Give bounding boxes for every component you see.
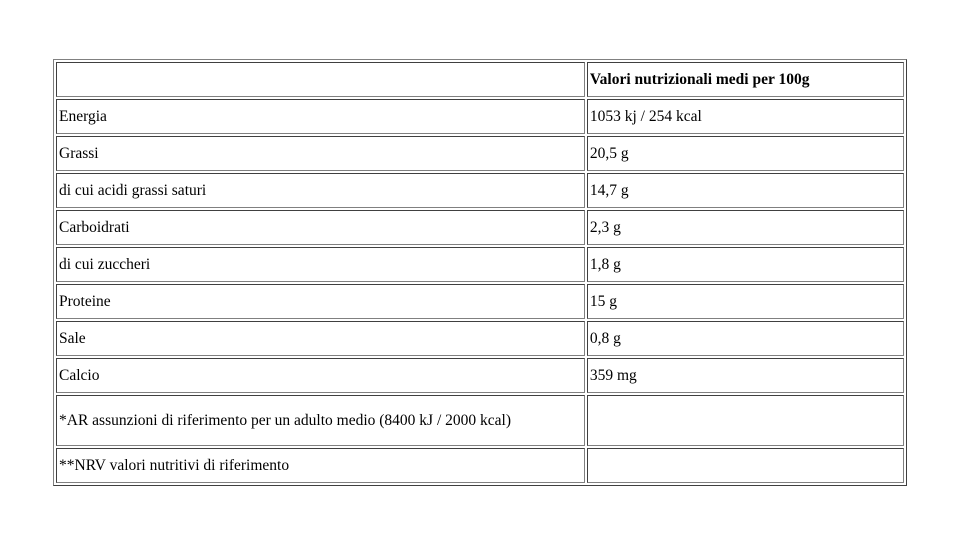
table-row-footnote xyxy=(56,448,904,483)
nutrient-label: Grassi xyxy=(56,136,585,171)
footnote-ar: *AR assunzioni di riferimento per un adulto medio (8400 kJ / 2000 kcal) xyxy=(56,395,585,446)
nutrient-value: 1053 kj / 254 kcal xyxy=(587,99,904,134)
nutrient-value: 2,3 g xyxy=(587,210,904,245)
nutrient-label: Calcio xyxy=(56,358,585,393)
header-value-cell: Valori nutrizionali medi per 100g xyxy=(587,62,904,97)
header-label-cell xyxy=(56,62,585,97)
table-row xyxy=(56,99,904,134)
nutrient-label: Sale xyxy=(56,321,585,356)
table-row xyxy=(56,247,904,282)
table-row xyxy=(56,210,904,245)
table-row xyxy=(56,321,904,356)
footnote-nrv: **NRV valori nutritivi di riferimento xyxy=(56,448,585,483)
table-header-row xyxy=(56,62,904,97)
nutrient-value: 14,7 g xyxy=(587,173,904,208)
table-row xyxy=(56,136,904,171)
nutrient-label: Carboidrati xyxy=(56,210,585,245)
nutrient-value: 20,5 g xyxy=(587,136,904,171)
footnote-ar-value xyxy=(587,395,904,446)
nutrient-value: 15 g xyxy=(587,284,904,319)
nutrient-value: 0,8 g xyxy=(587,321,904,356)
table-row xyxy=(56,358,904,393)
nutrient-label: Energia xyxy=(56,99,585,134)
footnote-nrv-value xyxy=(587,448,904,483)
table-row-footnote xyxy=(56,395,904,446)
nutrient-label: di cui zuccheri xyxy=(56,247,585,282)
table-row xyxy=(56,173,904,208)
table-row xyxy=(56,284,904,319)
nutrient-label: Proteine xyxy=(56,284,585,319)
nutrient-value: 359 mg xyxy=(587,358,904,393)
nutrient-label: di cui acidi grassi saturi xyxy=(56,173,585,208)
nutrition-table xyxy=(53,59,907,486)
nutrient-value: 1,8 g xyxy=(587,247,904,282)
